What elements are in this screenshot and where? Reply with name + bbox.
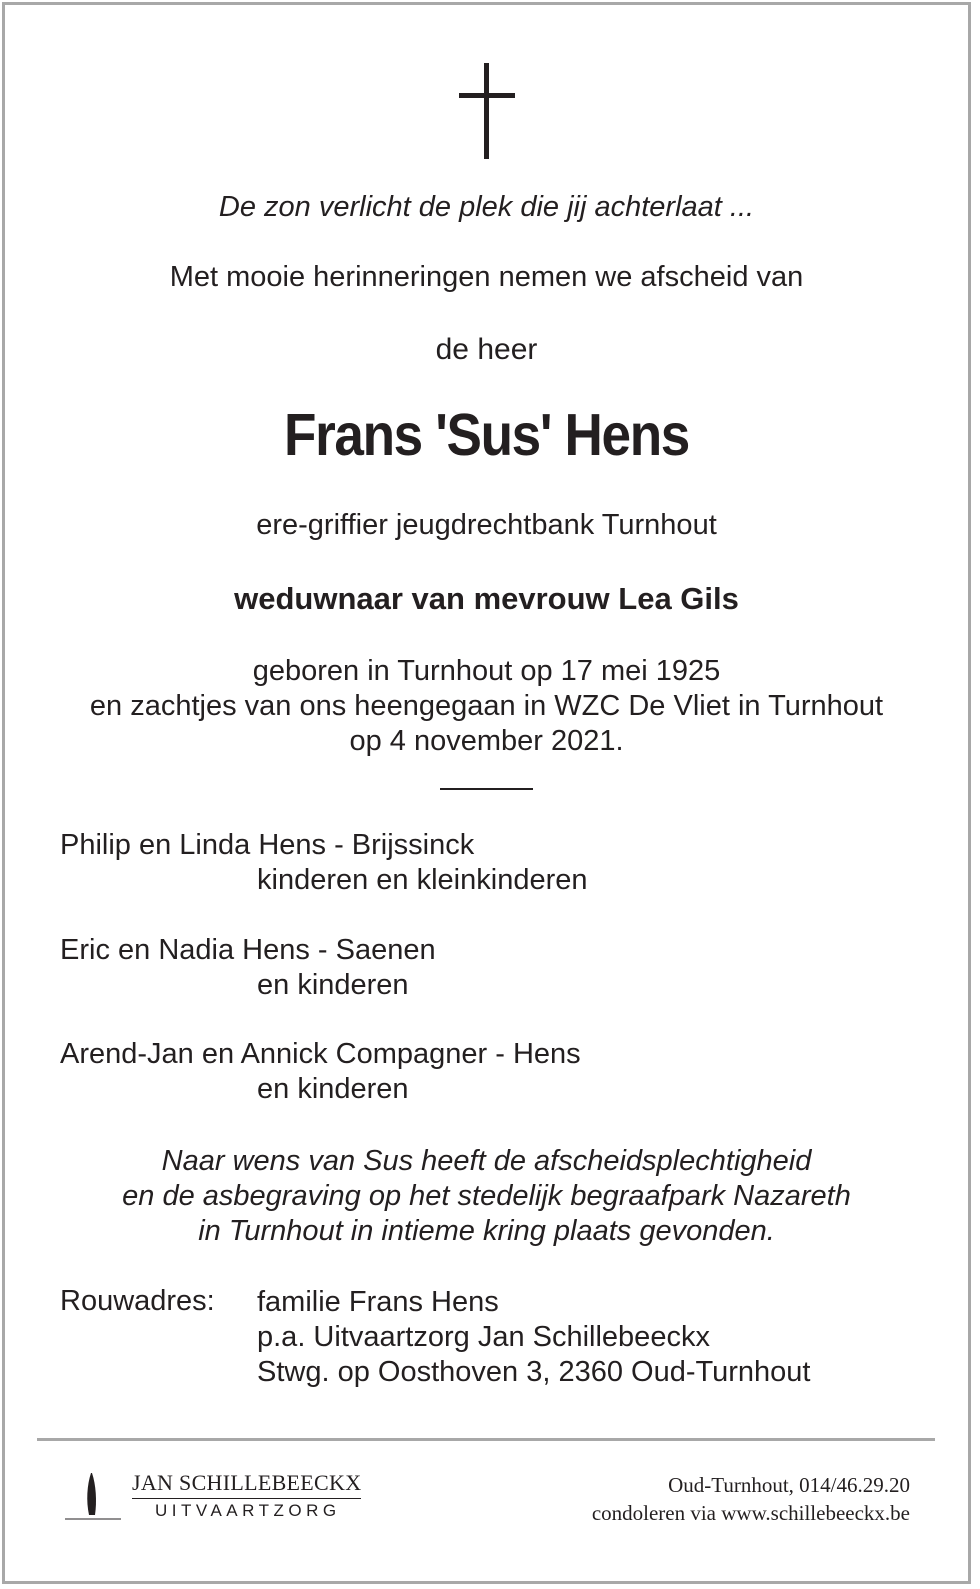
bio-block bbox=[5, 654, 968, 759]
death-notice-card bbox=[2, 2, 971, 1584]
logo-name: JAN SCHILLEBEECKX bbox=[132, 1470, 361, 1499]
cross-horizontal bbox=[459, 93, 515, 98]
ceremony-line: in Turnhout in intieme kring plaats gevonden. bbox=[198, 1215, 775, 1247]
address-block bbox=[257, 1285, 811, 1390]
footer-contact bbox=[592, 1471, 910, 1527]
salutation: de heer bbox=[435, 333, 538, 366]
cross-vertical bbox=[484, 63, 489, 159]
family-sub: en kinderen bbox=[257, 1073, 409, 1105]
address-line: familie Frans Hens bbox=[257, 1286, 499, 1318]
divider bbox=[440, 788, 533, 790]
family-entry bbox=[60, 1037, 581, 1107]
intro-text: Met mooie herinneringen nemen we afscheid van bbox=[169, 261, 804, 293]
family-sub: en kinderen bbox=[257, 969, 409, 1001]
quote: De zon verlicht de plek die jij achterlaat ... bbox=[218, 191, 755, 223]
contact-phone: Oud-Turnhout, 014/46.29.20 bbox=[668, 1473, 910, 1497]
deceased-title: ere-griffier jeugdrechtbank Turnhout bbox=[256, 509, 717, 541]
family-names: Philip en Linda Hens - Brijssinck bbox=[60, 829, 475, 861]
bio-line: geboren in Turnhout op 17 mei 1925 bbox=[252, 655, 721, 687]
family-names: Eric en Nadia Hens - Saenen bbox=[60, 934, 436, 966]
logo-subtitle: UITVAARTZORG bbox=[155, 1501, 341, 1520]
address-line: p.a. Uitvaartzorg Jan Schillebeeckx bbox=[257, 1321, 710, 1353]
ceremony-line: Naar wens van Sus heeft de afscheidsplechtigheid bbox=[161, 1145, 812, 1177]
bio-line: op 4 november 2021. bbox=[349, 725, 624, 757]
cypress-tree-icon bbox=[63, 1471, 123, 1521]
widower-line: weduwnaar van mevrouw Lea Gils bbox=[234, 581, 739, 616]
address-line: Stwg. op Oosthoven 3, 2360 Oud-Turnhout bbox=[257, 1356, 811, 1388]
family-sub: kinderen en kleinkinderen bbox=[257, 864, 588, 896]
bio-line: en zachtjes van ons heengegaan in WZC De Vliet in Turnhout bbox=[89, 690, 884, 722]
deceased-name: Frans 'Sus' Hens bbox=[284, 402, 689, 468]
ceremony-line: en de asbegraving op het stedelijk begraafpark Nazareth bbox=[122, 1180, 851, 1212]
footer-divider bbox=[37, 1438, 935, 1441]
contact-website[interactable]: condoleren via www.schillebeeckx.be bbox=[591, 1501, 910, 1525]
address-label: Rouwadres: bbox=[60, 1285, 215, 1317]
ceremony-text bbox=[5, 1144, 968, 1249]
family-names: Arend-Jan en Annick Compagner - Hens bbox=[60, 1038, 581, 1070]
family-entry bbox=[60, 828, 588, 898]
family-entry bbox=[60, 933, 436, 1003]
